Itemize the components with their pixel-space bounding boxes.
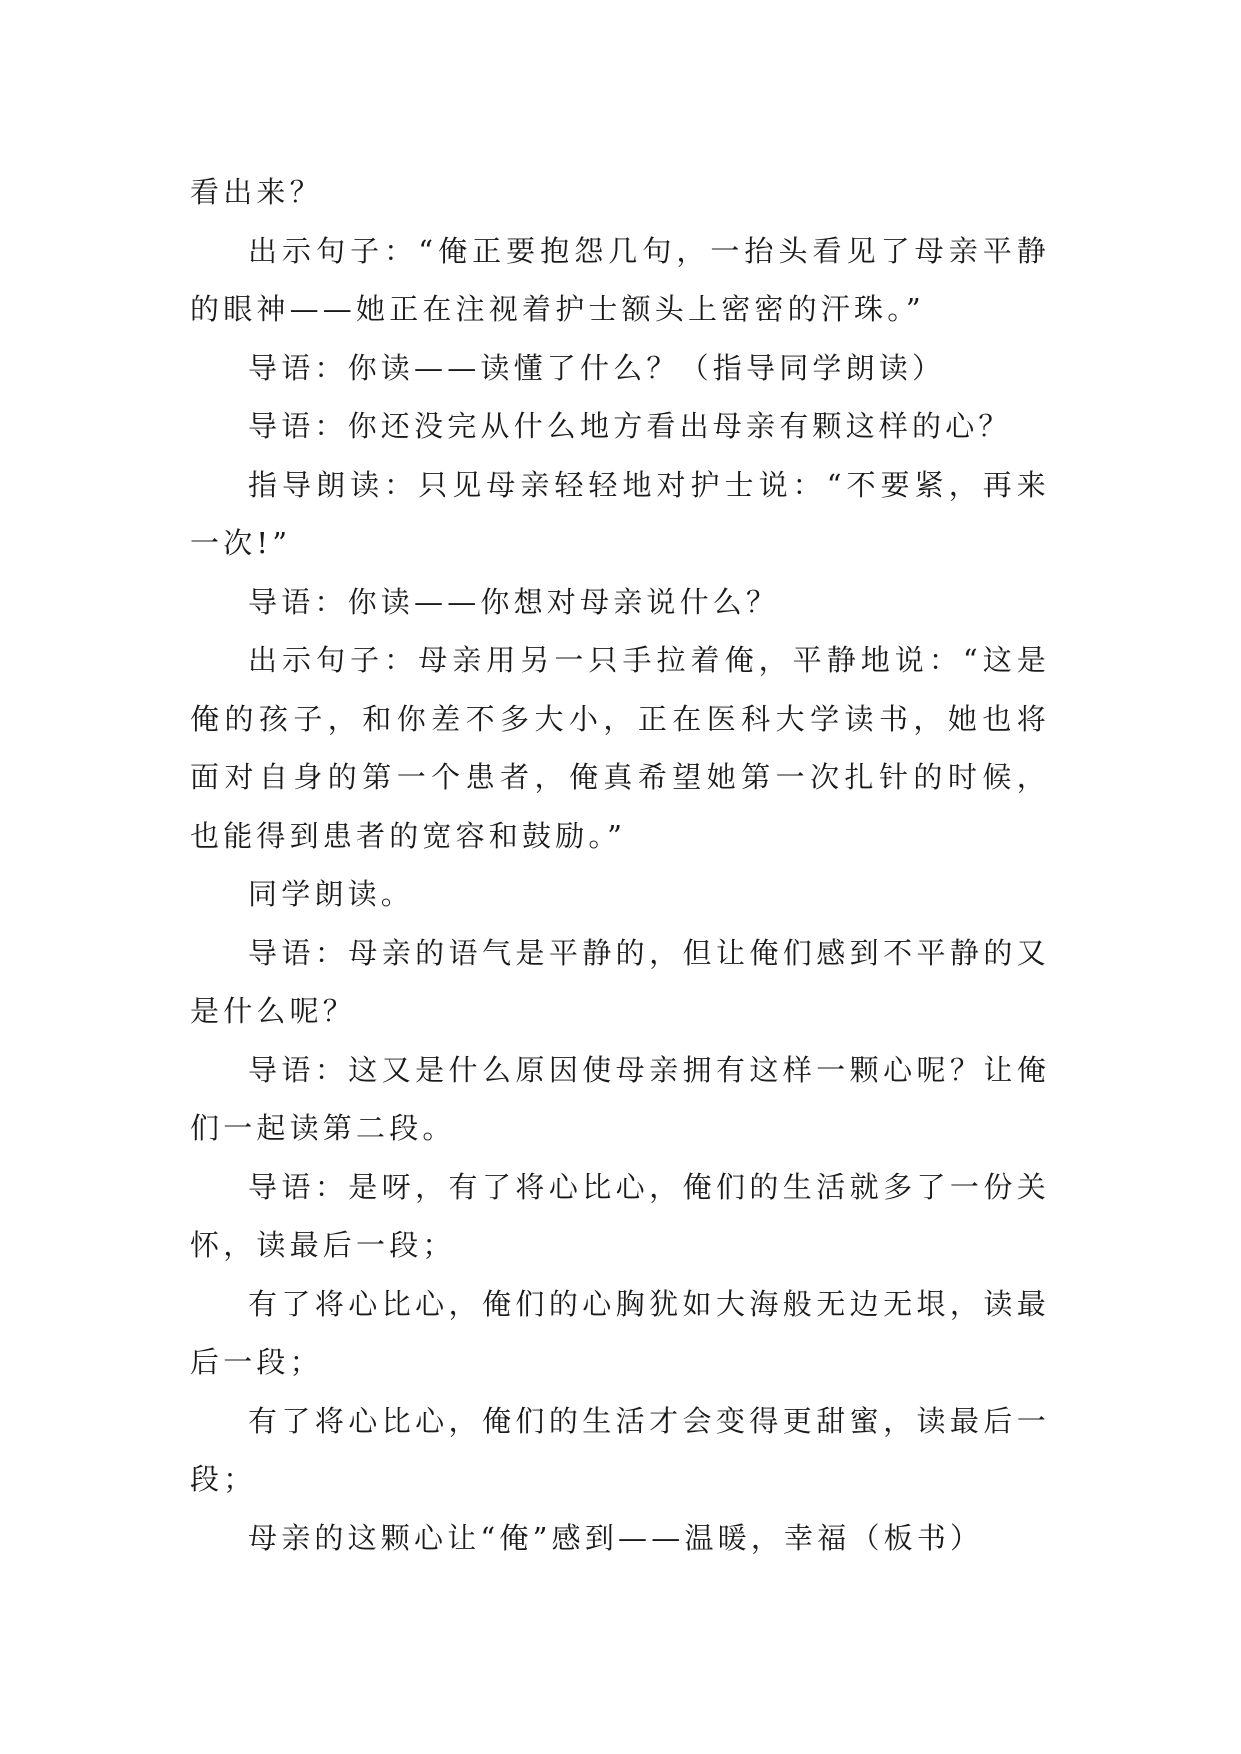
- paragraph-guided-reading: 指导朗读：只见母亲轻轻地对护士说：“不要紧，再来一次!”: [190, 467, 1050, 560]
- paragraph-guide-question: 导语：你还没完从什么地方看出母亲有颗这样的心？: [248, 409, 1012, 443]
- paragraph-guide-read: 导语：你读——读懂了什么？（指导同学朗读）: [248, 350, 946, 385]
- paragraph-broad-mind: 有了将心比心，俺们的心胸犹如大海般无边无垠，读最后一段；: [190, 1286, 1050, 1379]
- paragraph-quote-sentence: 出示句子：“俺正要抱怨几句，一抬头看见了母亲平静的眼神——她正在注视着护士额头上密密的汗珠。”: [190, 233, 1050, 326]
- paragraph-student-reading: 同学朗读。: [248, 877, 415, 911]
- paragraph-guide-reason: 导语：这又是什么原因使母亲拥有这样一颗心呢？让俺们一起读第二段。: [190, 1052, 1050, 1145]
- document-body: [190, 163, 1050, 1567]
- paragraph-sweet-life: 有了将心比心，俺们的生活才会变得更甜蜜，读最后一段；: [190, 1403, 1050, 1496]
- paragraph-continuation: 看出来？: [190, 175, 323, 209]
- paragraph-guide-tone: 导语：母亲的语气是平静的，但让俺们感到不平静的又是什么呢？: [190, 935, 1050, 1028]
- paragraph-quote-mother: 出示句子：母亲用另一只手拉着俺，平静地说：“这是俺的孩子，和你差不多大小，正在医科大学读书，她也将面对自身的第一个患者，俺真希望她第一次扎针的时候，也能得到患者的宽容和鼓励。”: [190, 643, 1050, 853]
- paragraph-guide-care: 导语：是呀，有了将心比心，俺们的生活就多了一份关怀，读最后一段；: [190, 1169, 1050, 1262]
- paragraph-board-writing: 母亲的这颗心让“俺”感到——温暖，幸福（板书）: [248, 1520, 984, 1555]
- paragraph-guide-say: 导语：你读——你想对母亲说什么？: [248, 584, 780, 619]
